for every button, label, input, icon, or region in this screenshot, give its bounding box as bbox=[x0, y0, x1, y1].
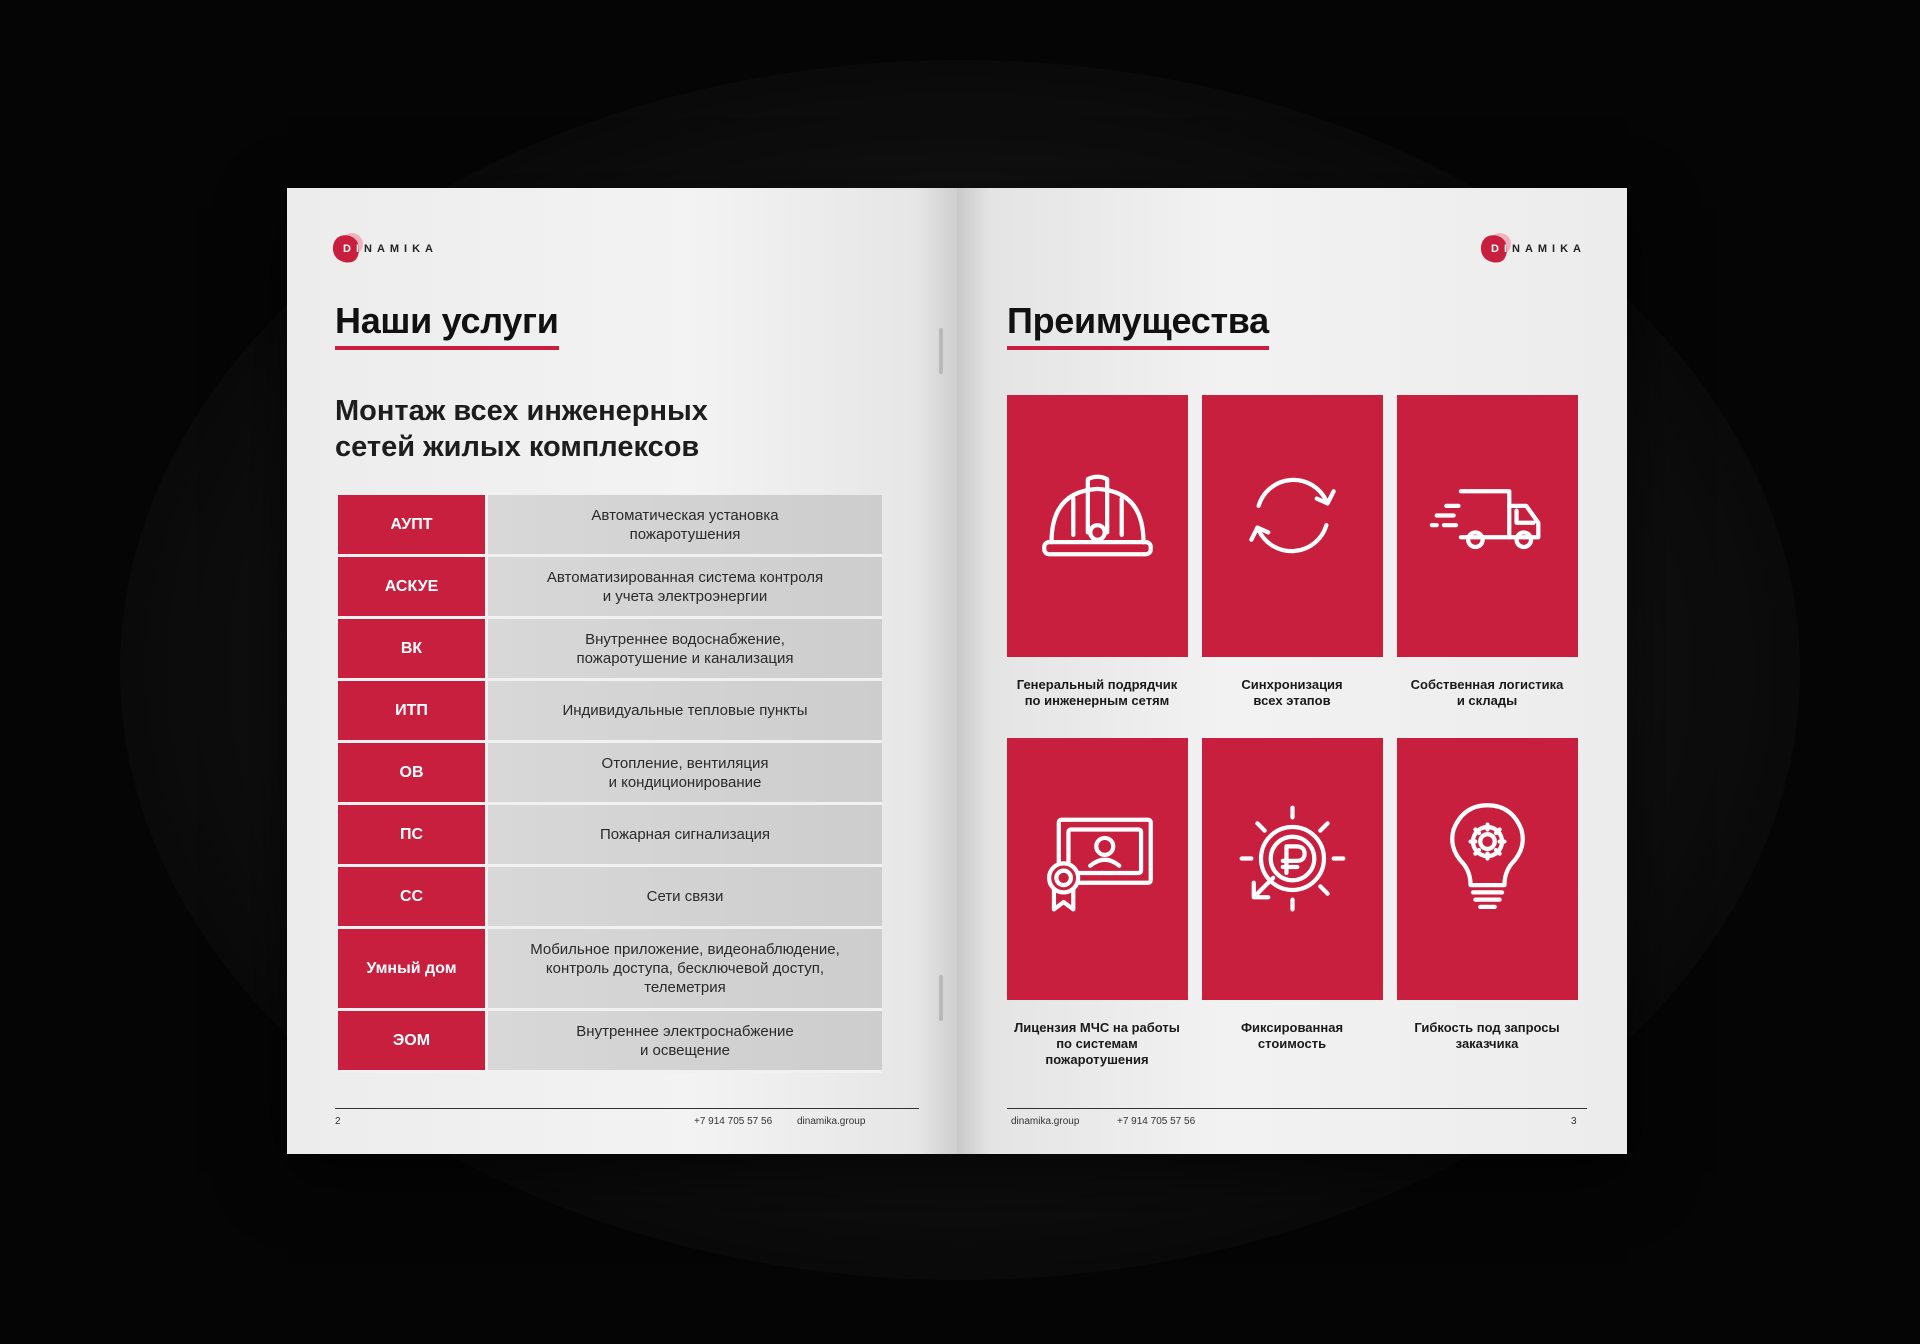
service-description: Внутреннее водоснабжение, пожаротушение и канализация bbox=[488, 619, 882, 678]
advantage-label: Фиксированная стоимость bbox=[1240, 1020, 1344, 1051]
advantage-label: Лицензия МЧС на работы по системам пожаротушения bbox=[1014, 1020, 1180, 1067]
title-underline bbox=[335, 346, 559, 350]
service-row bbox=[338, 929, 882, 1011]
title-underline bbox=[1007, 346, 1269, 350]
service-row bbox=[338, 495, 882, 557]
service-code: ЭОМ bbox=[338, 1011, 488, 1070]
advantage-label: Синхронизация всех этапов bbox=[1241, 677, 1343, 708]
staple bbox=[939, 328, 943, 374]
advantage-label: Собственная логистика и склады bbox=[1410, 677, 1564, 708]
service-row bbox=[338, 557, 882, 619]
service-row bbox=[338, 1011, 882, 1073]
advantage-card bbox=[1007, 738, 1188, 1000]
service-code: АСКУЕ bbox=[338, 557, 488, 616]
logo-text-rest: NAMIKA bbox=[1512, 243, 1586, 255]
section-subtitle: Монтаж всех инженерных сетей жилых комплексов bbox=[335, 395, 708, 463]
advantage-card bbox=[1202, 395, 1383, 657]
footer-rule bbox=[335, 1108, 919, 1109]
service-description: Пожарная сигнализация bbox=[488, 805, 882, 864]
advantage-label: Гибкость под запросы заказчика bbox=[1414, 1020, 1560, 1051]
logo-text-rest: NAMIKA bbox=[364, 243, 438, 255]
service-description: Автоматическая установка пожаротушения bbox=[488, 495, 882, 554]
footer-phone: +7 914 705 57 56 bbox=[694, 1116, 773, 1127]
page-title: Преимущества bbox=[1007, 300, 1269, 350]
service-code: СС bbox=[338, 867, 488, 926]
lightbulb-gear-icon bbox=[1427, 798, 1548, 919]
service-description: Сети связи bbox=[488, 867, 882, 926]
advantage-card bbox=[1397, 738, 1578, 1000]
services-table bbox=[338, 495, 882, 1073]
service-description: Автоматизированная система контроля и учета электроэнергии bbox=[488, 557, 882, 616]
service-code: Умный дом bbox=[338, 929, 488, 1008]
service-description: Мобильное приложение, видеонаблюдение, контроль доступа, бесключевой доступ, телеметрия bbox=[488, 929, 882, 1008]
footer-site: dinamika.group bbox=[1011, 1116, 1080, 1127]
logo-text-first: DI bbox=[343, 243, 364, 255]
service-code: ПС bbox=[338, 805, 488, 864]
sync-icon bbox=[1232, 455, 1353, 576]
service-description: Отопление, вентиляция и кондиционирование bbox=[488, 743, 882, 802]
hard-hat-icon bbox=[1037, 455, 1158, 576]
advantage-label: Генеральный подрядчик по инженерным сетям bbox=[1016, 677, 1178, 708]
ruble-coin-icon bbox=[1232, 798, 1353, 919]
page-number: 3 bbox=[1571, 1116, 1577, 1127]
service-code: ОВ bbox=[338, 743, 488, 802]
certificate-icon bbox=[1037, 798, 1158, 919]
service-row bbox=[338, 805, 882, 867]
advantage-card bbox=[1202, 738, 1383, 1000]
service-code: ИТП bbox=[338, 681, 488, 740]
advantage-card bbox=[1007, 395, 1188, 657]
service-row bbox=[338, 867, 882, 929]
service-row bbox=[338, 681, 882, 743]
footer-rule bbox=[1007, 1108, 1587, 1109]
truck-icon bbox=[1427, 455, 1548, 576]
service-row bbox=[338, 619, 882, 681]
staple bbox=[939, 975, 943, 1021]
service-row bbox=[338, 743, 882, 805]
brochure-spread bbox=[287, 188, 1627, 1154]
service-code: АУПТ bbox=[338, 495, 488, 554]
brand-logo bbox=[331, 233, 438, 265]
advantage-card bbox=[1397, 395, 1578, 657]
page-title: Наши услуги bbox=[335, 300, 559, 350]
service-code: ВК bbox=[338, 619, 488, 678]
brand-logo bbox=[1479, 233, 1586, 265]
footer-site: dinamika.group bbox=[797, 1116, 866, 1127]
footer-phone: +7 914 705 57 56 bbox=[1117, 1116, 1196, 1127]
page-number: 2 bbox=[335, 1116, 341, 1127]
service-description: Внутреннее электроснабжение и освещение bbox=[488, 1011, 882, 1070]
logo-text-first: DI bbox=[1491, 243, 1512, 255]
left-page bbox=[287, 188, 957, 1154]
service-description: Индивидуальные тепловые пункты bbox=[488, 681, 882, 740]
